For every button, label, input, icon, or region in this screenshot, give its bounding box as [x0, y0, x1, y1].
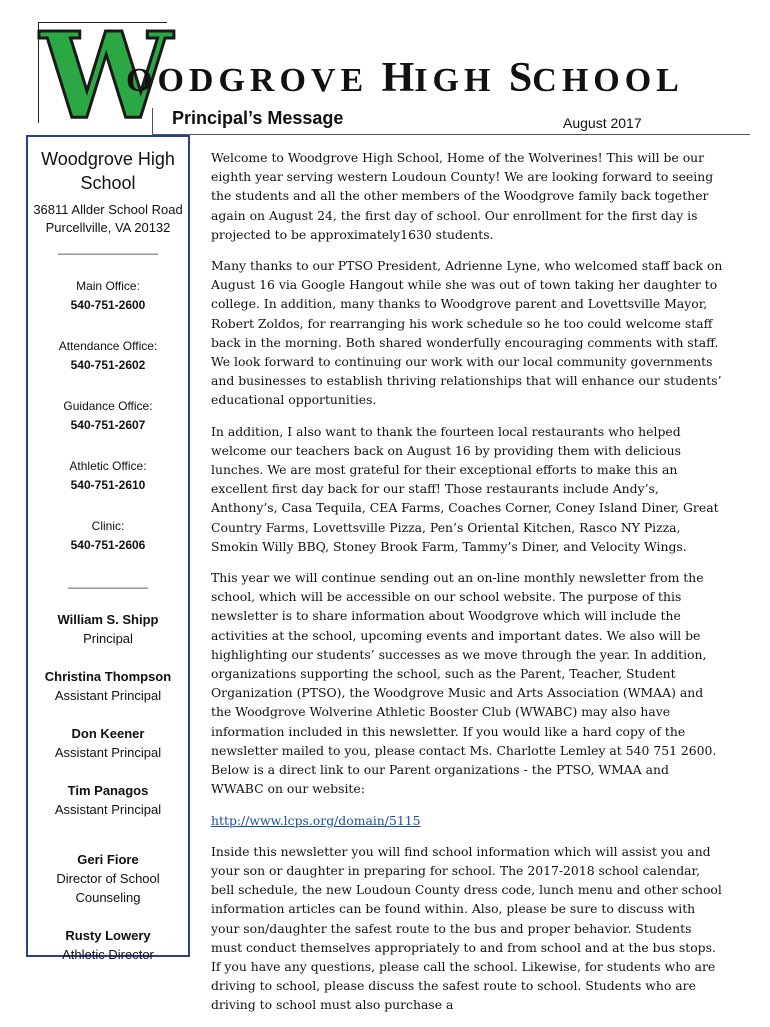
address-line: Purcellville, VA 20132: [45, 220, 171, 235]
office-entry: [28, 517, 188, 555]
letter-paragraph: This year we will continue sending out an on-line monthly newsletter from the school, which will be accessible on our school website. The purpose of this newsletter is to share information about Woodgrove which will include the activities at the school, upcoming events and important dates. We also will be highlighting our students’ successes as we move through the year. In addition, organizations supporting the school, such as the Parent, Teacher, Student Organization (PTSO), the Woodgrove Music and Arts Association (WMAA) and the Woodgrove Wolverine Athletic Booster Club (WWABC) may also have information included in this newsletter. If you would like a hard copy of the newsletter mailed to you, please contact Ms. Charlotte Lemley at 540 751 2600. Below is a direct link to our Parent organizations - the PTSO, WMAA and WWABC on our website:: [211, 570, 717, 797]
staff-entry: [28, 851, 188, 907]
sidebar-address: [28, 201, 188, 237]
parent-organizations-link[interactable]: http://www.lcps.org/domain/5115: [211, 812, 421, 828]
staff-title: Principal: [83, 631, 133, 646]
office-entry: [28, 337, 188, 375]
office-entry: [28, 277, 188, 315]
masthead-part: S: [508, 55, 533, 101]
sidebar-rule: _______________: [57, 241, 159, 255]
office-phone: 540-751-2606: [70, 538, 146, 552]
letter-paragraph: In addition, I also want to thank the fourteen local restaurants who helped welcome our teachers back on August 16 by providing them with delicious lunches. We are most grateful for their exceptional efforts to make this an excellent first day back for our staff! Those restaurants include Andy’s, Anthony’s, Casa Tequila, CEA Farms, Coaches Corner, Coney Island Diner, Great Country Farms, Lovettsville Pizza, Pen’s Oriental Kitchen, Rasco NY Pizza, Smokin Willy BBQ, Stoney Brook Farm, Tammy’s Diner, and Velocity Wings.: [211, 423, 719, 554]
masthead-part: CHOOL: [532, 62, 684, 99]
office-label: Guidance Office:: [63, 399, 153, 413]
staff-entry: [28, 927, 188, 964]
office-label: Clinic:: [91, 519, 125, 533]
office-phone: 540-751-2610: [70, 478, 146, 492]
office-label: Athletic Office:: [69, 459, 147, 473]
principal-letter: [211, 148, 725, 1027]
office-label: Attendance Office:: [58, 339, 158, 353]
letter-paragraph: Inside this newsletter you will find school information which will assist you and your son or daughter in preparing for school. The 2017-2018 school calendar, bell schedule, the new Loudoun County dress code, lunch menu and other school information articles can be found within. Also, please be sure to discuss with your son/daughter the safest route to the bus and proper behavior. Students must conduct themselves appropriately to and from school and at the bus stops. If you have any questions, please call the school. Likewise, for students who are driving to school, please discuss the safest route to school. Students who are driving to school must also purchase a: [211, 843, 722, 1013]
office-phone: 540-751-2602: [70, 358, 146, 372]
staff-name: Tim Panagos: [67, 783, 149, 798]
header-divider-vertical: [152, 108, 153, 135]
staff-name: Don Keener: [71, 726, 145, 741]
letter-paragraph: Welcome to Woodgrove High School, Home of the Wolverines! This will be our eighth year serving western Loudoun County! We are looking forward to seeing the students and all the other members of the Woodgrove family back together again on August 24, the first day of school. Our enrollment for the first day is projected to be approximately1630 students.: [211, 150, 714, 242]
staff-title: Director of School Counseling: [56, 871, 160, 905]
office-phone: 540-751-2607: [70, 418, 146, 432]
staff-title: Assistant Principal: [54, 688, 162, 703]
office-entry: [28, 457, 188, 495]
school-masthead-title: [126, 54, 766, 102]
school-logo: W: [40, 6, 169, 145]
office-entry: [28, 397, 188, 435]
section-title: Principal’s Message: [172, 108, 344, 128]
staff-title: Assistant Principal: [54, 802, 162, 817]
staff-name: Rusty Lowery: [65, 928, 151, 943]
sidebar-school-name: Woodgrove High School: [41, 149, 175, 193]
issue-date: August 2017: [563, 115, 642, 131]
staff-entry: [28, 611, 188, 648]
office-phone: 540-751-2600: [70, 298, 146, 312]
contact-sidebar: [26, 135, 190, 962]
staff-entry: [28, 782, 188, 819]
staff-title: Assistant Principal: [54, 745, 162, 760]
office-label: Main Office:: [76, 279, 140, 293]
staff-name: William S. Shipp: [57, 612, 159, 627]
staff-entry: [28, 668, 188, 705]
header-divider: [152, 134, 750, 135]
staff-entry: [28, 725, 188, 762]
masthead-part: OODGROVE: [126, 62, 382, 99]
sidebar-rule: ____________: [67, 575, 149, 589]
masthead-part: H: [381, 55, 415, 101]
staff-name: Geri Fiore: [77, 852, 139, 867]
letter-paragraph: Many thanks to our PTSO President, Adrienne Lyne, who welcomed staff back on August 16 via Google Hangout while she was out of town taking her daughter to college. In addition, many thanks to Woodgrove parent and Lovettsville Mayor, Robert Zoldos, for rearranging his work schedule so he too could welcome staff back in the morning. Both shared wonderfully encouraging comments with staff. We look forward to continuing our work with our local community governments and businesses to establish thriving relationships that will enhance our students’ educational opportunities.: [211, 258, 723, 408]
staff-name: Christina Thompson: [44, 669, 172, 684]
masthead-part: IGH: [414, 62, 509, 99]
address-line: 36811 Allder School Road: [33, 202, 183, 217]
staff-title: Athletic Director: [62, 947, 154, 962]
